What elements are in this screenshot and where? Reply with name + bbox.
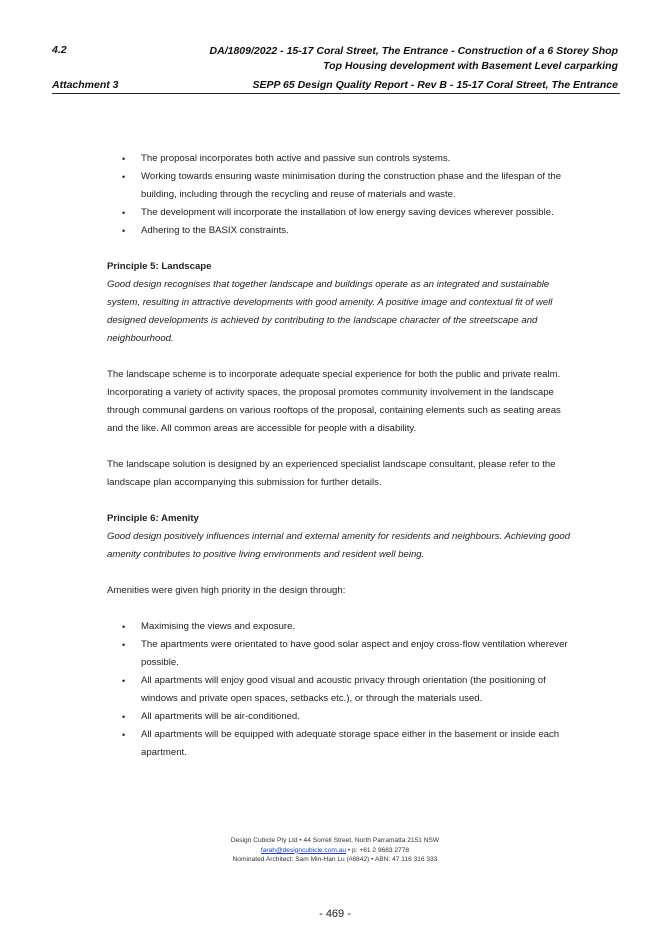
page-content: [107, 150, 577, 762]
footer-phone: • p: +61 2 9683 2778: [346, 846, 410, 854]
footer-address: Design Cubicle Pty Ltd • 44 Sorrell Street, North Parramatta 2151 NSW: [230, 837, 440, 844]
amenity-bullet-list: [107, 618, 577, 762]
footer-contact: [0, 846, 670, 856]
list-item: • Adhering to the BASIX constraints.: [107, 222, 577, 240]
list-item: • All apartments will be air-conditioned.: [107, 708, 577, 726]
list-item: • All apartments will be equipped with adequate storage space either in the basement or inside each apartment.: [107, 726, 577, 762]
list-item: • Working towards ensuring waste minimisation during the construction phase and the lifespan of the building, including through the recycling and reuse of materials and waste.: [107, 168, 577, 204]
page-number: - 469 -: [319, 908, 351, 920]
landscape-paragraph: The landscape scheme is to incorporate adequate special experience for both the public and private realm. Incorporating a variety of activity spaces, the proposal promotes community involvement in the landscape through communal gardens on various rooftops of the proposal, containing elements such as seating areas and the like. All common areas are accessible for people with a disability.: [107, 369, 561, 434]
header-divider: [52, 93, 620, 94]
landscape-consultant-paragraph: The landscape solution is designed by an experienced specialist landscape consultant, please refer to the landscape plan accompanying this submission for further details.: [107, 459, 556, 488]
intro-bullet-list: [107, 150, 577, 240]
list-item: • The proposal incorporates both active and passive sun controls systems.: [107, 150, 577, 168]
footer-email-link[interactable]: farah@designcubicle.com.au: [260, 846, 347, 854]
agenda-item-number: 4.2: [52, 44, 67, 56]
report-title: SEPP 65 Design Quality Report - Rev B - 15-17 Coral Street, The Entrance: [252, 79, 618, 91]
principle-6-heading: Principle 6: Amenity: [107, 513, 199, 524]
principle-5-quote: Good design recognises that together landscape and buildings operate as an integrated and sustainable system, resulting in attractive developments with good amenity. A positive image and contextual fit of well designed developments is achieved by contributing to the landscape character of the streetscape and neighbourhood.: [107, 279, 553, 344]
list-item: • All apartments will enjoy good visual and acoustic privacy through orientation (the positioning of windows and private open spaces, setbacks etc.), or through the materials used.: [107, 672, 577, 708]
amenity-intro: Amenities were given high priority in the design through:: [107, 585, 346, 596]
list-item: • The development will incorporate the installation of low energy saving devices wherever possible.: [107, 204, 577, 222]
document-title-line2: Top Housing development with Basement Level carparking: [323, 60, 618, 72]
attachment-label: Attachment 3: [52, 79, 119, 91]
footer-architect: Nominated Architect: Sam Min-Han Lu (#8842) • ABN: 47 116 316 333: [232, 856, 438, 863]
company-footer: [0, 836, 670, 865]
principle-6-quote: Good design positively influences internal and external amenity for residents and neighbours. Achieving good amenity contributes to positive living environments and resident well being.: [107, 531, 571, 560]
document-title: [148, 44, 618, 74]
principle-5-heading: Principle 5: Landscape: [107, 261, 212, 272]
list-item: • The apartments were orientated to have good solar aspect and enjoy cross-flow ventilation wherever possible.: [107, 636, 577, 672]
document-title-line1: DA/1809/2022 - 15-17 Coral Street, The Entrance - Construction of a 6 Storey Shop: [209, 45, 618, 57]
list-item: • Maximising the views and exposure.: [107, 618, 577, 636]
